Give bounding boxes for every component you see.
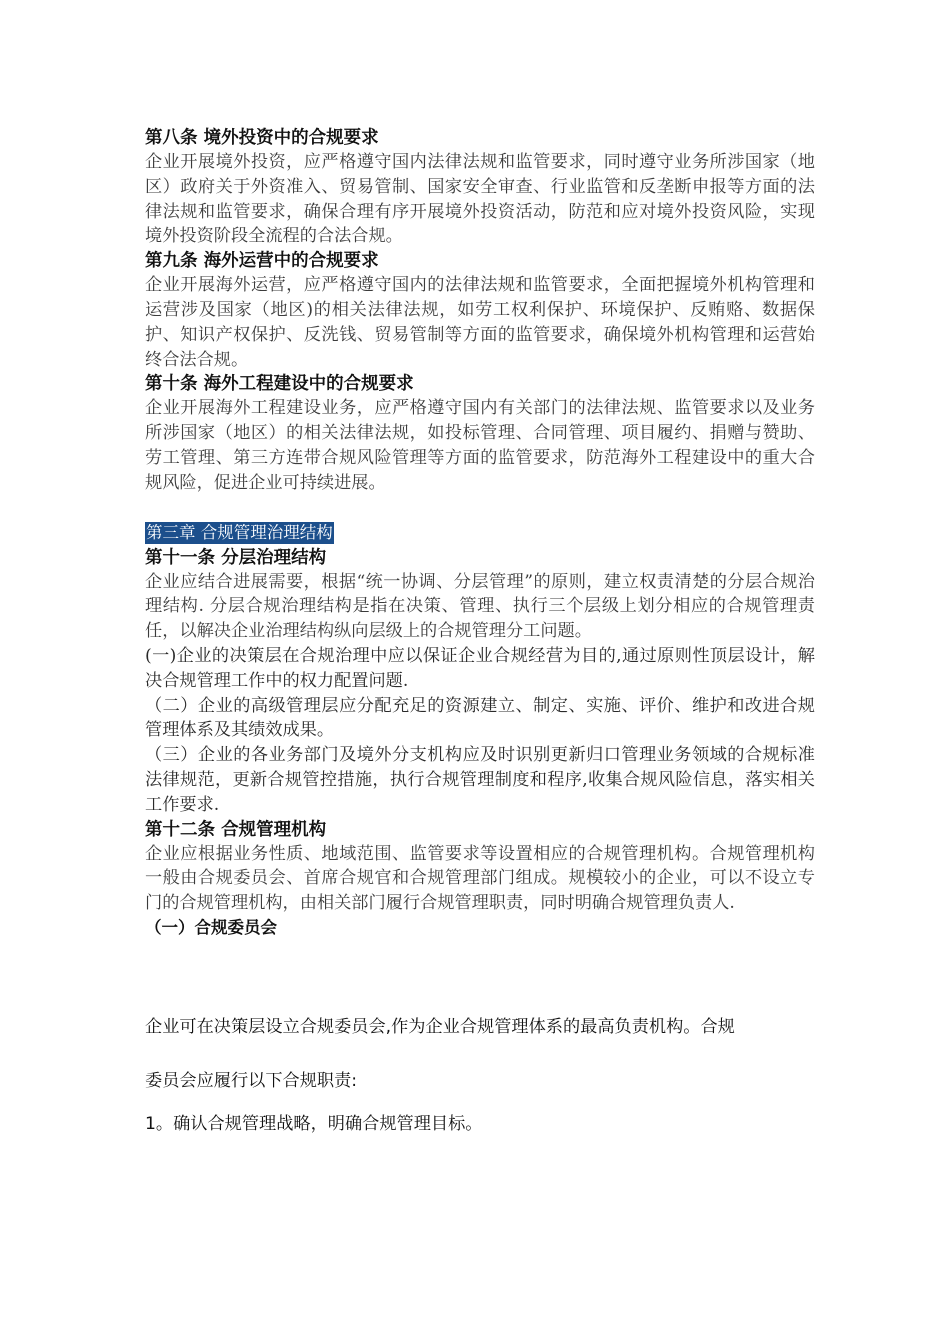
article-12-body: 企业应根据业务性质、地域范围、监管要求等设置相应的合规管理机构。合规管理机构一般由合规委员会、首席合规官和合规管理部门组成。规模较小的企业，可以不设立专门的合规管理机构，由相关部门履行合规管理职责，同时明确合规管理负责人. — [145, 843, 815, 914]
article-11-item-1: (一)企业的决策层在合规治理中应以保证企业合规经营为目的,通过原则性顶层设计，解决合规管理工作中的权力配置问题. — [145, 645, 815, 691]
article-11-item-3: （三）企业的各业务部门及境外分支机构应及时识别更新归口管理业务领域的合规标准法律规范，更新合规管控措施，执行合规管理制度和程序,收集合规风险信息，落实相关工作要求. — [145, 745, 815, 815]
chapter-3-row — [145, 522, 815, 546]
document-page — [145, 126, 815, 1134]
compliance-committee-heading: （一）合规委员会 — [145, 917, 277, 937]
article-11-heading: 第十一条 分层治理结构 — [145, 547, 327, 568]
article-9-body: 企业开展海外运营，应严格遵守国内的法律法规和监管要求，全面把握境外机构管理和运营涉及国家（地区)的相关法律法规，如劳工权利保护、环境保护、反贿赂、数据保护、知识产权保护、反洗钱、贸易管制等方面的监管要求，确保境外机构管理和运营始终合法合规。 — [145, 275, 815, 370]
chapter-3-title[interactable]: 第三章 合规管理治理结构 — [146, 522, 333, 542]
article-10-body: 企业开展海外工程建设业务，应严格遵守国内有关部门的法律法规、监管要求以及业务所涉国家（地区）的相关法律法规，如投标管理、合同管理、项目履约、捐赠与赞助、劳工管理、第三方连带合规风险管理等方面的监管要求，防范海外工程建设中的重大合规风险，促进企业可持续进展。 — [145, 398, 815, 493]
article-9-heading: 第九条 海外运营中的合规要求 — [145, 251, 379, 272]
article-11-item-2: （二）企业的高级管理层应分配充足的资源建立、制定、实施、评价、维护和改进合规管理体系及其绩效成果。 — [145, 695, 815, 741]
article-11-body: 企业应结合进展需要，根据“统一协调、分层管理”的原则，建立权责清楚的分层合规治理结构. 分层合规治理结构是指在决策、管理、执行三个层级上划分相应的合规管理责任，以解决企业治理结构纵向层级上的合规管理分工问题。 — [145, 571, 815, 642]
article-12-heading: 第十二条 合规管理机构 — [145, 819, 327, 840]
compliance-committee-item-1: 1。确认合规管理战略，明确合规管理目标。 — [145, 1114, 483, 1134]
compliance-committee-line-2: 委员会应履行以下合规职责: — [145, 1071, 358, 1091]
compliance-committee-line-1: 企业可在决策层设立合规委员会,作为企业合规管理体系的最高负责机构。合规 — [145, 1017, 735, 1037]
article-8-body: 企业开展境外投资，应严格遵守国内法律法规和监管要求，同时遵守业务所涉国家（地区）政府关于外资准入、贸易管制、国家安全审查、行业监管和反垄断申报等方面的法律法规和监管要求，确保合理有序开展境外投资活动，防范和应对境外投资风险，实现境外投资阶段全流程的合法合规。 — [145, 152, 815, 247]
article-8-heading: 第八条 境外投资中的合规要求 — [145, 128, 379, 148]
article-10-heading: 第十条 海外工程建设中的合规要求 — [145, 374, 414, 395]
